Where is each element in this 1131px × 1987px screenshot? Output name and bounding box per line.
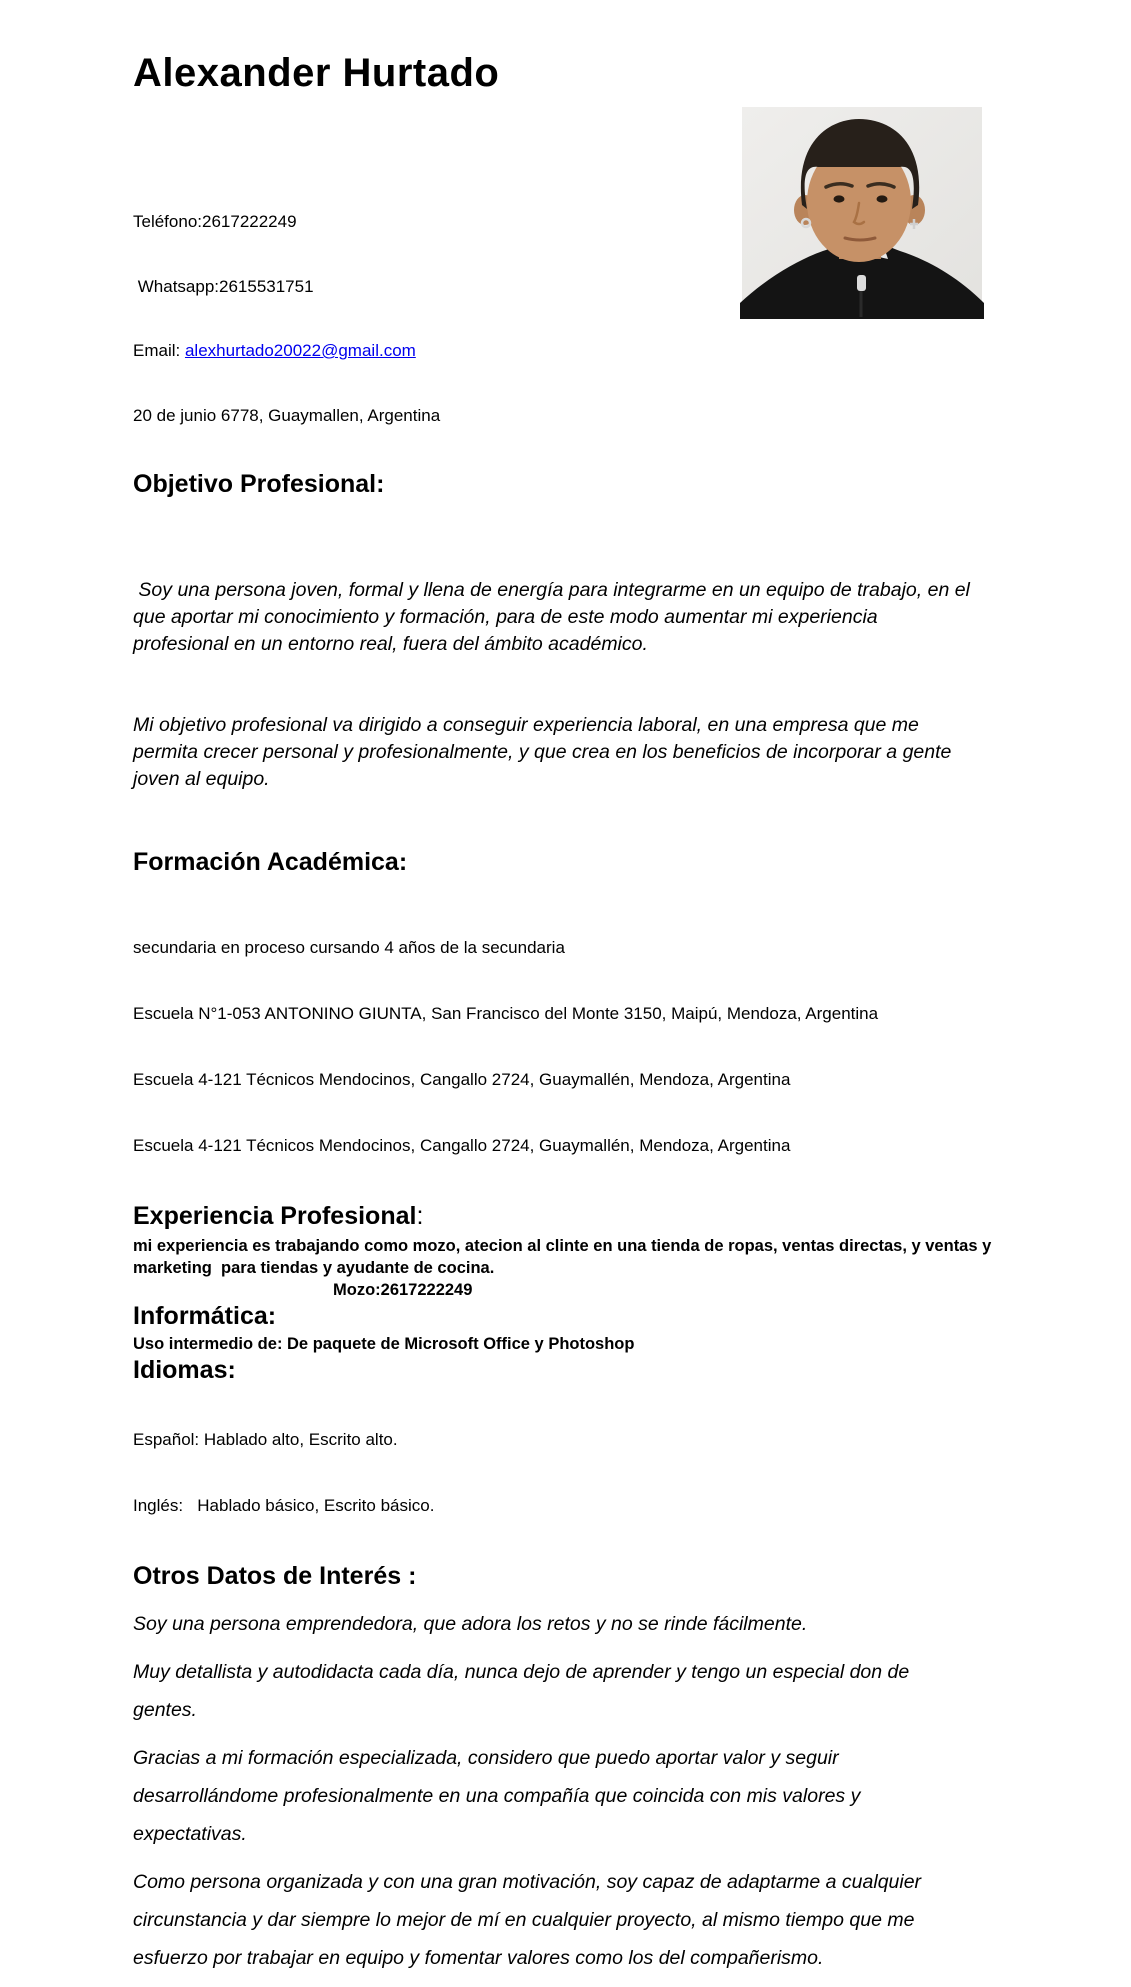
section-heading-idiomas: Idiomas:	[133, 1356, 236, 1384]
section-heading-otros-datos: Otros Datos de Interés :	[133, 1562, 417, 1590]
formacion-list	[133, 893, 998, 1201]
objetivo-paragraph: Soy una persona joven, formal y llena de energía para integrarme en un equipo de trabajo, en el que aportar mi conocimiento y formación, para de este modo aumentar mi experiencia profesional en un entorno real, fuera del ámbito académico.	[133, 579, 976, 655]
objetivo-paragraph: Mi objetivo profesional va dirigido a conseguir experiencia laboral, en una empresa que me permita crecer personal y profesionalmente, y que crea en los beneficios de incorporar a gente joven al equipo.	[133, 714, 957, 790]
experiencia-mozo-line: Mozo:2617222249	[333, 1281, 473, 1299]
otros-paragraph: Soy una persona emprendedora, que adora los retos y no se rinde fácilmente.	[133, 1613, 808, 1635]
section-heading-informatica: Informática:	[133, 1302, 277, 1330]
contact-email-row	[133, 340, 998, 362]
informatica-body: Uso intermedio de: De paquete de Microsoft Office y Photoshop	[133, 1335, 635, 1353]
formacion-line: secundaria en proceso cursando 4 años de la secundaria	[133, 938, 565, 957]
otros-paragraph: Como persona organizada y con una gran motivación, soy capaz de adaptarme a cualquier circunstancia y dar siempre lo mejor de mí en cualquier proyecto, al mismo tiempo que me esfuerzo por trabajar en equipo y fomentar valores como los del compañerismo.	[133, 1871, 927, 1969]
contact-block	[133, 168, 998, 469]
section-heading-formacion: Formación Académica:	[133, 848, 408, 876]
section-heading-experiencia: Experiencia Profesional:	[133, 1202, 424, 1230]
formacion-line: Escuela N°1-053 ANTONINO GIUNTA, San Francisco del Monte 3150, Maipú, Mendoza, Argentina	[133, 1004, 879, 1023]
experiencia-body: mi experiencia es trabajando como mozo, atecion al clinte en una tienda de ropas, ventas directas, y ventas y marketing para tiendas y ayudante de cocina.	[133, 1237, 996, 1277]
experiencia-heading-colon: :	[416, 1202, 424, 1230]
otros-datos-paragraphs	[133, 1605, 971, 1977]
otros-paragraph: Gracias a mi formación especializada, considero que puedo aportar valor y seguir desarrollándome profesionalmente en una compañía que coincida con mis valores y expectativas.	[133, 1747, 866, 1845]
otros-paragraph: Muy detallista y autodidacta cada día, nunca dejo de aprender y tengo un especial don de gentes.	[133, 1661, 915, 1721]
contact-phone: Teléfono:2617222249	[133, 212, 297, 231]
contact-email-label: Email:	[133, 341, 185, 360]
formacion-line: Escuela 4-121 Técnicos Mendocinos, Cangallo 2724, Guaymallén, Mendoza, Argentina	[133, 1136, 791, 1155]
formacion-line: Escuela 4-121 Técnicos Mendocinos, Cangallo 2724, Guaymallén, Mendoza, Argentina	[133, 1070, 791, 1089]
idioma-line: Inglés: Hablado básico, Escrito básico.	[133, 1496, 435, 1515]
contact-address: 20 de junio 6778, Guaymallen, Argentina	[133, 405, 441, 425]
idiomas-list	[133, 1385, 998, 1561]
objetivo-paragraphs	[133, 523, 976, 847]
idioma-line: Español: Hablado alto, Escrito alto.	[133, 1430, 398, 1449]
cv-name-title: Alexander Hurtado	[133, 51, 500, 95]
contact-email-link[interactable]: alexhurtado20022@gmail.com	[184, 341, 416, 360]
contact-whatsapp: Whatsapp:2615531751	[133, 276, 314, 296]
section-heading-objetivo: Objetivo Profesional:	[133, 470, 385, 498]
